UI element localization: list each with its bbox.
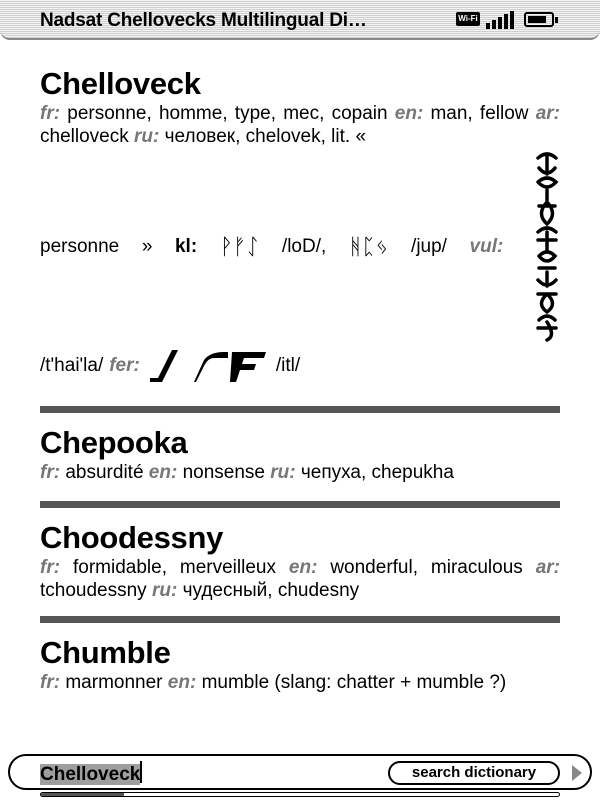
search-query[interactable]: Chelloveck	[40, 764, 141, 785]
lang-label-ru: ru:	[151, 580, 178, 601]
entry-definition-continued	[40, 152, 560, 342]
translation-ar: tchoudessny	[40, 580, 147, 601]
entry-headword[interactable]: Chepooka	[40, 425, 188, 460]
lang-label-en: en:	[288, 557, 318, 578]
dictionary-results	[40, 66, 560, 694]
ipa-kl-1: /loD/,	[281, 236, 327, 257]
signal-strength-icon	[486, 11, 516, 29]
ipa-kl-2: /jup/	[411, 236, 447, 257]
klingon-glyph: ᚻᛈᛃ	[348, 234, 389, 259]
close-quote: »	[141, 236, 153, 257]
lang-label-en: en:	[167, 672, 197, 693]
lang-label-fer: fer:	[109, 355, 140, 376]
translation-ru: человек, chelovek, lit. «	[164, 126, 367, 147]
lang-label-ar: ar:	[535, 103, 560, 124]
search-bar	[8, 754, 592, 790]
entry-definition	[40, 102, 560, 148]
klingon-glyph: ᚹᚠᛇ	[219, 234, 260, 259]
lang-label-en: en:	[148, 462, 178, 483]
vulcan-script-icon	[534, 152, 560, 342]
entry-definition	[40, 556, 560, 602]
page-progress-bar	[40, 792, 560, 797]
lang-label-ru: ru:	[134, 126, 160, 147]
lang-label-fr: fr:	[40, 672, 61, 693]
translation-fr: absurdité	[65, 462, 144, 483]
dictionary-entry	[40, 520, 560, 602]
lang-label-fr: fr:	[40, 103, 61, 124]
arrow-right-icon[interactable]	[572, 765, 582, 781]
entry-separator	[40, 501, 560, 508]
lang-label-fr: fr:	[40, 462, 61, 483]
lang-label-ru: ru:	[270, 462, 296, 483]
search-input[interactable]	[40, 761, 380, 785]
translation-en: man, fellow	[430, 103, 529, 124]
app-title: Nadsat Chellovecks Multilingual Di…	[40, 10, 367, 31]
lang-label-en: en:	[394, 103, 424, 124]
text-cursor	[140, 761, 142, 783]
dictionary-entry	[40, 425, 560, 484]
translation-en: mumble (slang: chatter + mumble ?)	[201, 672, 507, 693]
ipa-fer: /itl/	[275, 355, 301, 376]
battery-level-fill	[528, 16, 546, 23]
status-bar	[0, 0, 600, 40]
entry-separator	[40, 616, 560, 623]
battery-icon	[524, 12, 554, 27]
translation-fr: marmonner	[65, 672, 163, 693]
dictionary-entry	[40, 635, 560, 694]
lang-label-kl: kl:	[174, 236, 198, 257]
ipa-vul: /t'hai'la/	[40, 355, 104, 376]
lang-label-vul: vul:	[469, 236, 504, 257]
entry-definition	[40, 671, 560, 694]
lang-label-fr: fr:	[40, 557, 61, 578]
entry-definition	[40, 461, 560, 484]
entry-separator	[40, 406, 560, 413]
translation-en: wonderful, miraculous	[330, 557, 523, 578]
page-progress-fill	[41, 793, 124, 796]
translation-fr: personne, homme, type, mec, copain	[67, 103, 388, 124]
entry-headword[interactable]: Choodessny	[40, 520, 224, 555]
translation-ar: chelloveck	[40, 126, 129, 147]
entry-definition-continued	[40, 348, 560, 384]
search-dictionary-button[interactable]: search dictionary	[388, 761, 560, 785]
translation-ru: чудесный, chudesny	[182, 580, 360, 601]
entry-headword[interactable]: Chelloveck	[40, 66, 201, 101]
entry-headword[interactable]: Chumble	[40, 635, 171, 670]
literal-personne: personne	[40, 236, 120, 257]
translation-fr: formidable, merveilleux	[72, 557, 276, 578]
dictionary-entry	[40, 66, 560, 384]
translation-ru: чепуха, chepukha	[300, 462, 454, 483]
wifi-icon: Wi-Fi	[456, 12, 480, 26]
ferengi-script-icon	[148, 348, 268, 384]
translation-en: nonsense	[182, 462, 265, 483]
lang-label-ar: ar:	[535, 557, 560, 578]
